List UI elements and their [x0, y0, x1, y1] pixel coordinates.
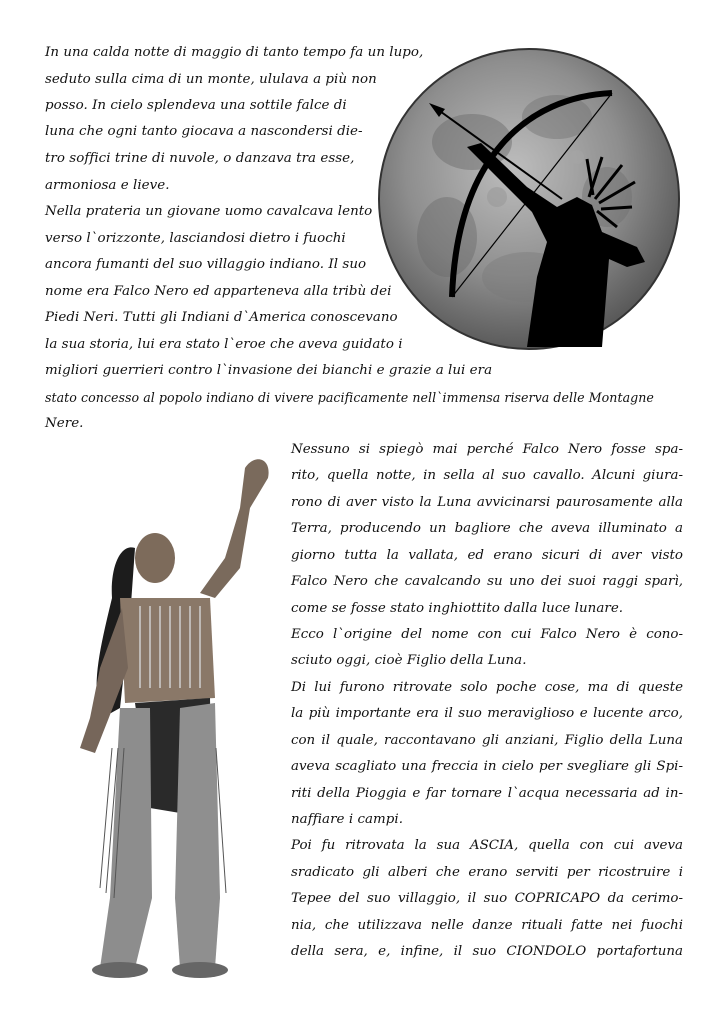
- text-line: rono di aver visto la Luna avvicinarsi paurosamente alla: [291, 495, 683, 510]
- text-line: migliori guerrieri contro l`invasione dei bianchi e grazie a lui era: [45, 363, 493, 378]
- text-line: con il quale, raccontavano gli anziani, Figlio della Luna: [291, 733, 683, 748]
- moon-archer-illustration: [377, 47, 681, 351]
- text-line: Nella prateria un giovane uomo cavalcava lento: [45, 204, 373, 219]
- text-line: Nessuno si spiegò mai perché Falco Nero fosse spa-: [291, 442, 683, 457]
- text-line: luna che ogni tanto giocava a nascondersi die-: [45, 124, 363, 139]
- text-line: tro soffici trine di nuvole, o danzava tra esse,: [45, 151, 355, 166]
- text-line: Poi fu ritrovata la sua ASCIA, quella con cui aveva: [291, 838, 683, 853]
- text-line: giorno tutta la vallata, ed erano sicuri di aver visto: [291, 548, 683, 563]
- text-line: Nere.: [45, 416, 84, 431]
- text-line: aveva scagliato una freccia in cielo per svegliare gli Spi-: [291, 759, 683, 774]
- text-line: armoniosa e lieve.: [45, 178, 170, 193]
- text-line: Piedi Neri. Tutti gli Indiani d`America conoscevano: [45, 310, 398, 325]
- text-line: riti della Pioggia e far tornare l`acqua necessaria ad in-: [291, 786, 683, 801]
- text-line: Ecco l`origine del nome con cui Falco Nero è cono-: [291, 627, 683, 642]
- text-line: nia, che utilizzava nelle danze rituali fatte nei fuochi: [291, 918, 683, 933]
- text-line: verso l`orizzonte, lasciandosi dietro i fuochi: [45, 231, 346, 246]
- text-line: Tepee del suo villaggio, il suo COPRICAPO da cerimo-: [291, 891, 683, 906]
- text-line: posso. In cielo splendeva una sottile falce di: [45, 98, 347, 113]
- text-line: Di lui furono ritrovate solo poche cose, ma di queste: [291, 680, 683, 695]
- text-line: sradicato gli alberi che erano serviti per ricostruire i: [291, 865, 683, 880]
- text-line: la sua storia, lui era stato l`eroe che aveva guidato i: [45, 337, 403, 352]
- text-line: Terra, producendo un bagliore che aveva illuminato a: [291, 521, 683, 536]
- text-line: Falco Nero che cavalcando su uno dei suoi raggi sparì,: [291, 574, 683, 589]
- text-line: naffiare i campi.: [291, 812, 404, 827]
- text-line: come se fosse stato inghiottito dalla luce lunare.: [291, 601, 624, 616]
- text-line: seduto sulla cima di un monte, ululava a più non: [45, 72, 377, 87]
- text-line: sciuto oggi, cioè Figlio della Luna.: [291, 653, 527, 668]
- warrior-illustration: [40, 448, 280, 988]
- text-line: In una calda notte di maggio di tanto tempo fa un lupo,: [45, 45, 424, 60]
- text-line: della sera, e, infine, il suo CIONDOLO portafortuna: [291, 944, 683, 959]
- text-line: rito, quella notte, in sella al suo cavallo. Alcuni giura-: [291, 468, 683, 483]
- text-line: nome era Falco Nero ed apparteneva alla tribù dei: [45, 284, 392, 299]
- text-line: stato concesso al popolo indiano di vivere pacificamente nell`immensa riserva delle Montagne: [45, 390, 654, 405]
- text-line: ancora fumanti del suo villaggio indiano. Il suo: [45, 257, 367, 272]
- text-line: la più importante era il suo meraviglioso e lucente arco,: [291, 706, 683, 721]
